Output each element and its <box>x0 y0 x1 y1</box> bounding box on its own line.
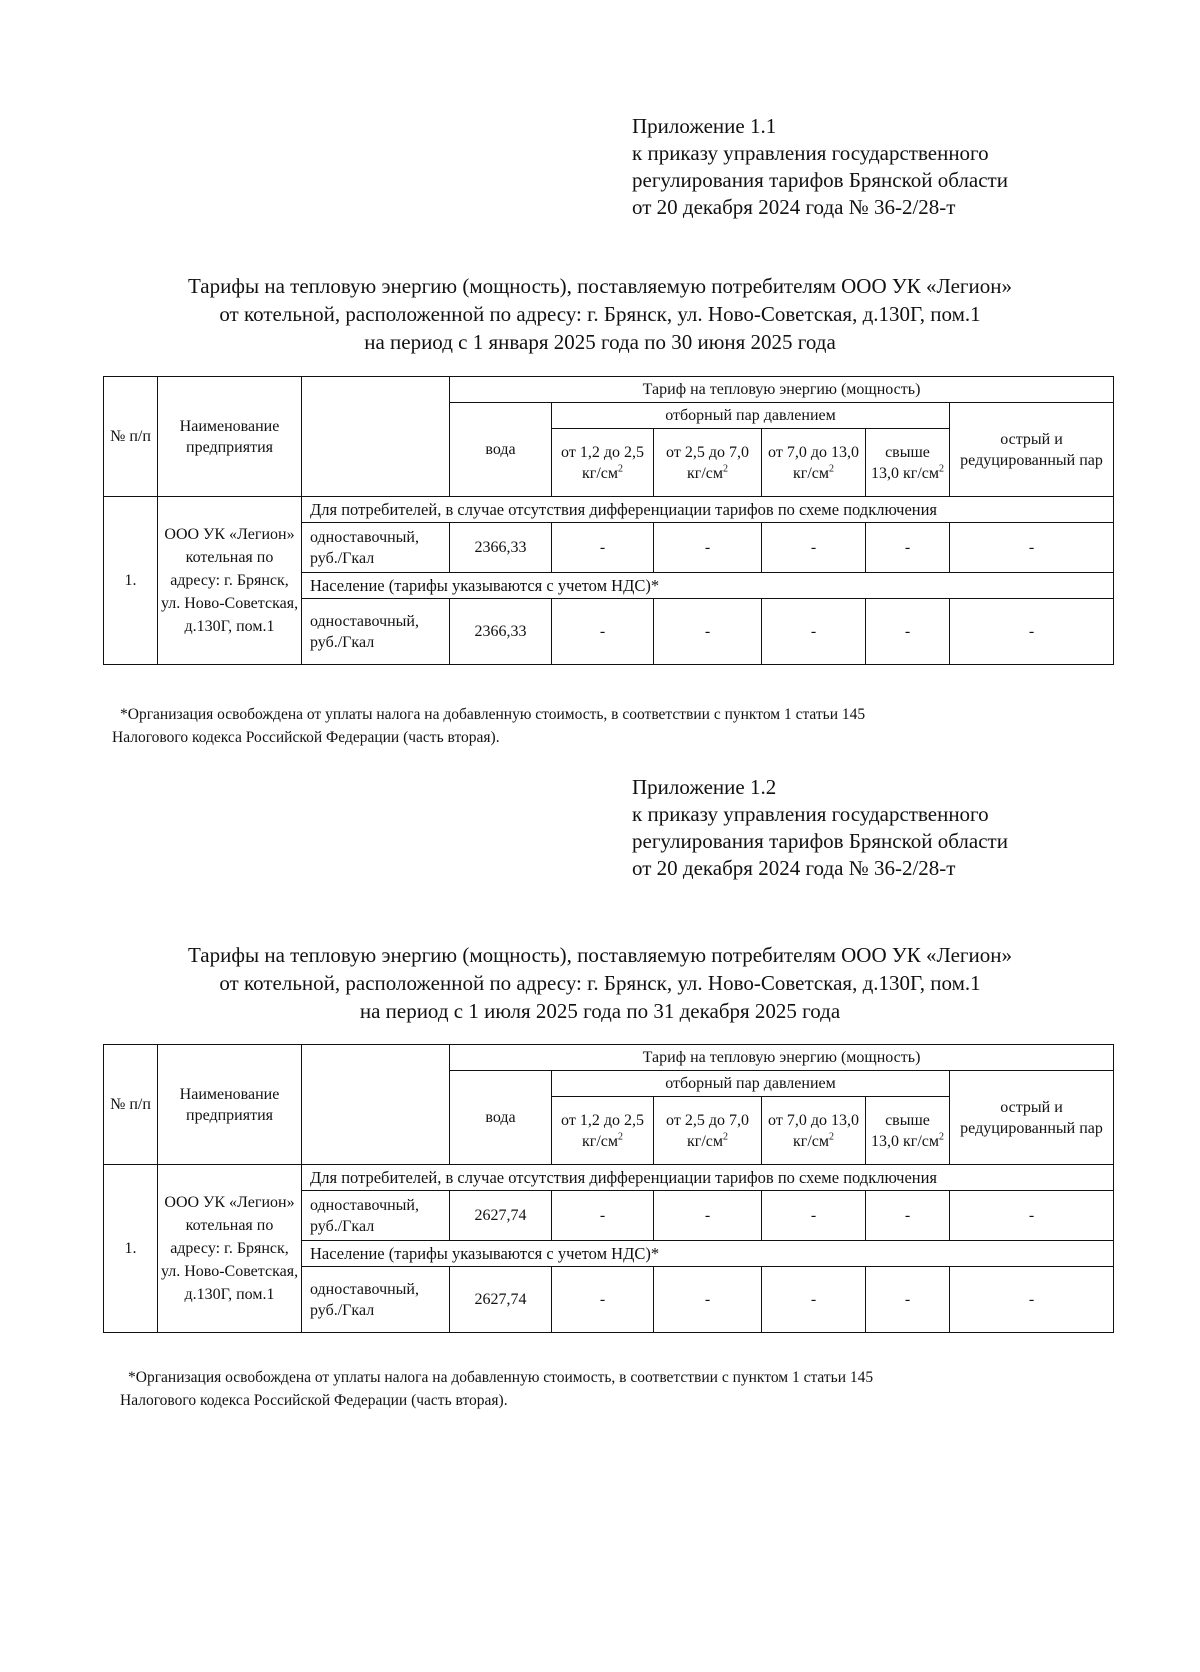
value-sharp: - <box>950 599 1114 665</box>
table-row <box>104 497 1114 523</box>
section-consumers: Для потребителей, в случае отсутствия дифференциации тарифов по схеме подключения <box>302 497 1114 523</box>
title-line: Тарифы на тепловую энергию (мощность), поставляемую потребителям ООО УК «Легион» <box>188 943 1012 967</box>
tariff-type: одноставочный, руб./Гкал <box>302 599 450 665</box>
value-p2: - <box>654 1191 762 1241</box>
value-p4: - <box>866 1191 950 1241</box>
header-row <box>104 377 1114 403</box>
footnote-line: Налогового кодекса Российской Федерации (часть вторая). <box>112 729 500 746</box>
value-water: 2366,33 <box>450 599 552 665</box>
title-line: от котельной, расположенной по адресу: г. Брянск, ул. Ново-Советская, д.130Г, пом.1 <box>219 971 981 995</box>
value-p2: - <box>654 1267 762 1333</box>
value-p1: - <box>552 599 654 665</box>
value-p3: - <box>762 1267 866 1333</box>
table-1-title <box>80 272 1120 356</box>
value-water: 2627,74 <box>450 1267 552 1333</box>
header-sharp-steam: острый и редуцированный пар <box>950 1071 1114 1165</box>
appendix-line: Приложение 1.1 <box>632 114 777 138</box>
appendix-line: к приказу управления государственного <box>632 141 989 165</box>
appendix-line: к приказу управления государственного <box>632 802 989 826</box>
table-2-title <box>80 941 1120 1025</box>
header-pressure-3: от 7,0 до 13,0 $кг/см^2$ <box>762 1097 866 1165</box>
header-tariff-group: Тариф на тепловую энергию (мощность) <box>450 377 1114 403</box>
header-num: № п/п <box>104 1045 158 1165</box>
value-p3: - <box>762 1191 866 1241</box>
title-line: Тарифы на тепловую энергию (мощность), поставляемую потребителям ООО УК «Легион» <box>188 274 1012 298</box>
table-row <box>104 1165 1114 1191</box>
appendix-line: от 20 декабря 2024 года № 36-2/28-т <box>632 856 956 880</box>
header-pressure-4: свыше 13,0 $кг/см^2$ <box>866 1097 950 1165</box>
section-consumers: Для потребителей, в случае отсутствия дифференциации тарифов по схеме подключения <box>302 1165 1114 1191</box>
section-population: Население (тарифы указываются с учетом НДС)* <box>302 573 1114 599</box>
header-steam-group: отборный пар давлением <box>552 1071 950 1097</box>
value-p4: - <box>866 523 950 573</box>
appendix-line: от 20 декабря 2024 года № 36-2/28-т <box>632 195 956 219</box>
header-pressure-1: от 1,2 до 2,5 $кг/см^2$ <box>552 429 654 497</box>
header-water: вода <box>450 403 552 497</box>
header-empty <box>302 1045 450 1165</box>
appendix-line: регулирования тарифов Брянской области <box>632 168 1008 192</box>
row-num: 1. <box>104 1165 158 1333</box>
footnote-line: *Организация освобождена от уплаты налога на добавленную стоимость, в соответствии с пунктом 1 статьи 145 <box>128 1369 874 1386</box>
footnote-1 <box>112 703 1120 749</box>
header-pressure-3: от 7,0 до 13,0 $кг/см^2$ <box>762 429 866 497</box>
appendix-1-1-header <box>632 113 1172 221</box>
header-row <box>104 1045 1114 1071</box>
header-tariff-group: Тариф на тепловую энергию (мощность) <box>450 1045 1114 1071</box>
org-name: ООО УК «Легион» котельная по адресу: г. Брянск, ул. Ново-Советская, д.130Г, пом.1 <box>158 1165 302 1333</box>
header-num: № п/п <box>104 377 158 497</box>
appendix-1-2-header <box>632 774 1172 882</box>
tariff-type: одноставочный, руб./Гкал <box>302 1191 450 1241</box>
footnote-line: Налогового кодекса Российской Федерации (часть вторая). <box>120 1392 508 1409</box>
title-line: на период с 1 июля 2025 года по 31 декабря 2025 года <box>359 999 841 1023</box>
value-sharp: - <box>950 1267 1114 1333</box>
header-empty <box>302 377 450 497</box>
header-steam-group: отборный пар давлением <box>552 403 950 429</box>
value-p2: - <box>654 523 762 573</box>
appendix-line: регулирования тарифов Брянской области <box>632 829 1008 853</box>
value-p3: - <box>762 599 866 665</box>
value-p4: - <box>866 1267 950 1333</box>
header-name: Наименование предприятия <box>158 377 302 497</box>
title-line: от котельной, расположенной по адресу: г. Брянск, ул. Ново-Советская, д.130Г, пом.1 <box>219 302 981 326</box>
value-sharp: - <box>950 523 1114 573</box>
value-p1: - <box>552 1267 654 1333</box>
value-p2: - <box>654 599 762 665</box>
title-line: на период с 1 января 2025 года по 30 июня 2025 года <box>364 330 836 354</box>
header-pressure-2: от 2,5 до 7,0 $кг/см^2$ <box>654 1097 762 1165</box>
appendix-line: Приложение 1.2 <box>632 775 777 799</box>
footnote-2 <box>120 1366 1128 1412</box>
value-p1: - <box>552 523 654 573</box>
tariff-type: одноставочный, руб./Гкал <box>302 1267 450 1333</box>
value-sharp: - <box>950 1191 1114 1241</box>
header-pressure-2: от 2,5 до 7,0 $кг/см^2$ <box>654 429 762 497</box>
value-water: 2366,33 <box>450 523 552 573</box>
row-num: 1. <box>104 497 158 665</box>
value-p3: - <box>762 523 866 573</box>
tariff-table-2 <box>103 1044 1114 1333</box>
header-sharp-steam: острый и редуцированный пар <box>950 403 1114 497</box>
header-water: вода <box>450 1071 552 1165</box>
header-pressure-1: от 1,2 до 2,5 $кг/см^2$ <box>552 1097 654 1165</box>
org-name: ООО УК «Легион» котельная по адресу: г. Брянск, ул. Ново-Советская, д.130Г, пом.1 <box>158 497 302 665</box>
tariff-table-1 <box>103 376 1114 665</box>
value-water: 2627,74 <box>450 1191 552 1241</box>
value-p1: - <box>552 1191 654 1241</box>
value-p4: - <box>866 599 950 665</box>
tariff-type: одноставочный, руб./Гкал <box>302 523 450 573</box>
header-name: Наименование предприятия <box>158 1045 302 1165</box>
section-population: Население (тарифы указываются с учетом НДС)* <box>302 1241 1114 1267</box>
header-pressure-4: свыше 13,0 $кг/см^2$ <box>866 429 950 497</box>
footnote-line: *Организация освобождена от уплаты налога на добавленную стоимость, в соответствии с пунктом 1 статьи 145 <box>120 706 866 723</box>
